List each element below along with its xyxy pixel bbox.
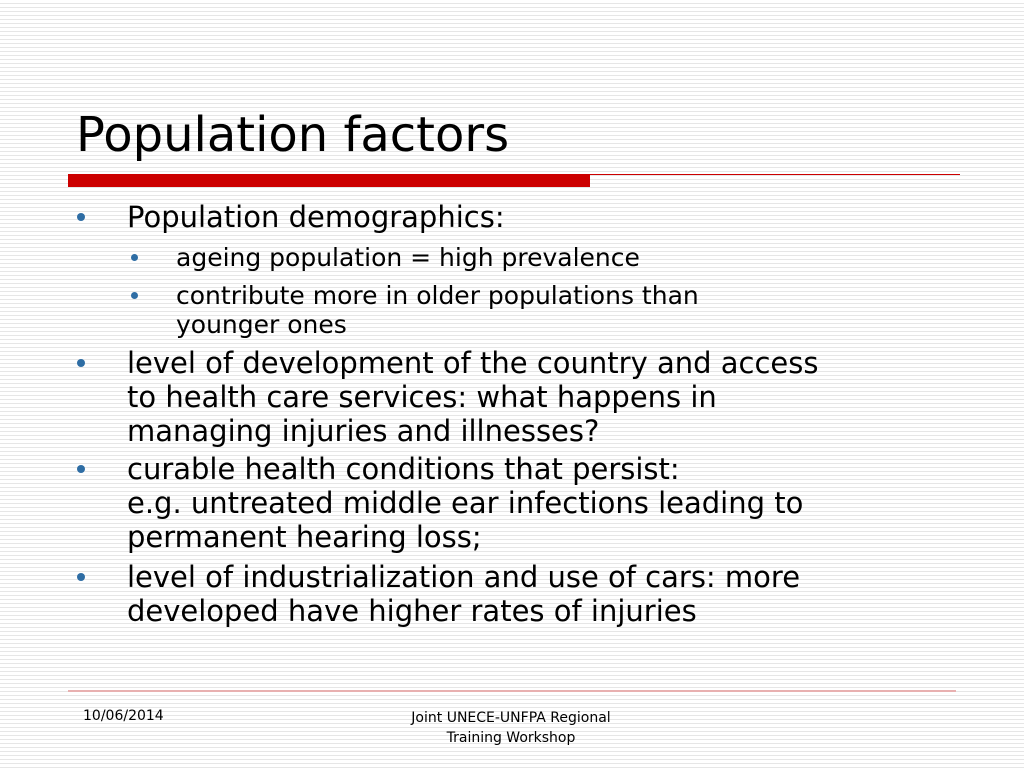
footer-divider (68, 690, 956, 692)
footer-date: 10/06/2014 (83, 708, 164, 724)
bullet-item: Population demographics: (127, 200, 505, 234)
bullet-line: level of industrialization and use of cars: more (127, 560, 801, 594)
bullet-line: curable health conditions that persist: (127, 452, 680, 486)
footer-event-line: Training Workshop (446, 730, 576, 746)
bullet-line: e.g. untreated middle ear infections leading to (127, 486, 804, 520)
sub-bullet-line: contribute more in older populations than (176, 281, 699, 310)
footer-event (340, 708, 682, 748)
bullet-dot (77, 465, 85, 473)
slide-title: Population factors (76, 107, 510, 163)
bullet-line: level of development of the country and access (127, 346, 819, 380)
bullet-line: developed have higher rates of injuries (127, 594, 697, 628)
bullet-line: managing injuries and illnesses? (127, 414, 600, 448)
bullet-dot (77, 213, 85, 221)
sub-bullet-item: ageing population = high prevalence (176, 243, 640, 272)
bullet-line: to health care services: what happens in (127, 380, 717, 414)
bullet-dot (77, 359, 85, 367)
bullet-line: permanent hearing loss; (127, 520, 482, 554)
sub-bullet-line: younger ones (176, 310, 347, 339)
bullet-dot (77, 573, 85, 581)
sub-bullet-dot (131, 254, 138, 261)
sub-bullet-dot (131, 292, 138, 299)
footer-event-line: Joint UNECE-UNFPA Regional (411, 710, 611, 726)
